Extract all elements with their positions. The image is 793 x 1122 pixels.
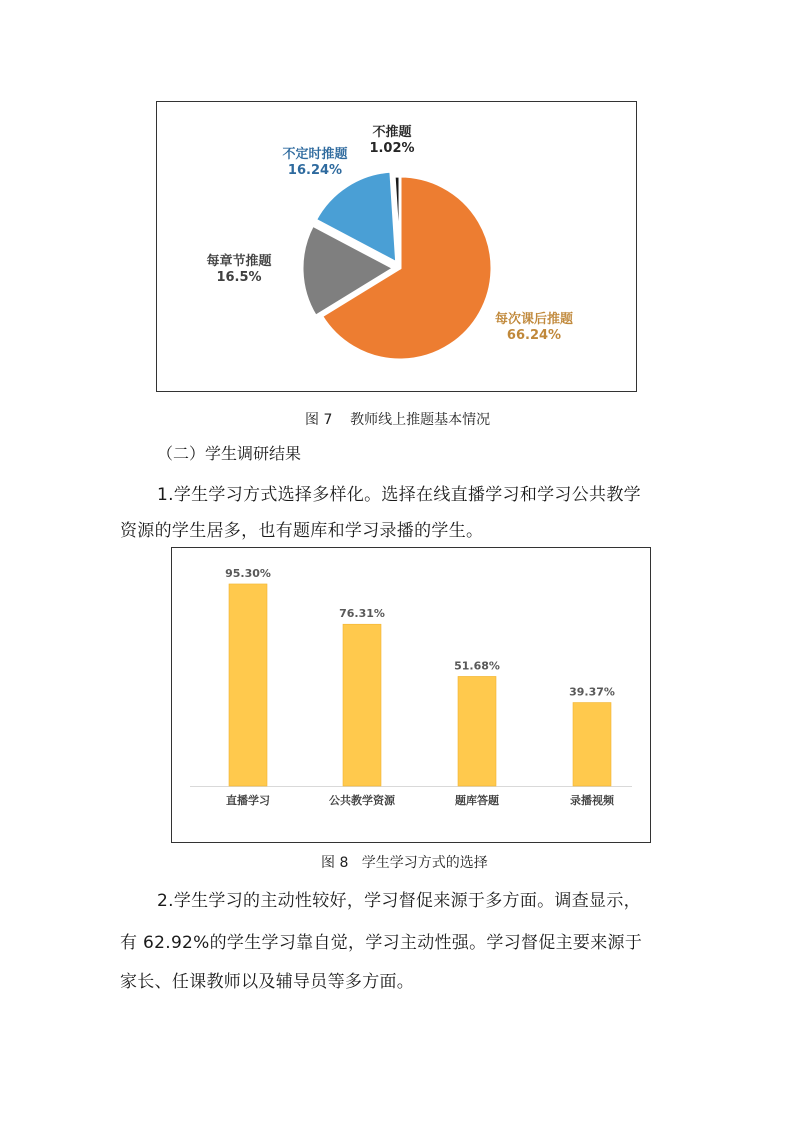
bar-value-label: 95.30% — [225, 566, 271, 580]
pie-slice-value-label: 16.5% — [216, 270, 262, 285]
pie-slice-value-label: 66.24% — [506, 328, 562, 343]
bar-value-label: 39.37% — [569, 685, 615, 699]
pie-slice-value-label: 16.24% — [287, 163, 343, 178]
pie-chart — [157, 102, 636, 391]
bar — [343, 624, 381, 786]
paragraph-2-line-2: 有 62.92%的学生学习靠自觉，学习主动性强。学习督促主要来源于 — [120, 933, 643, 953]
pie-slice-label: 每次课后推题 — [494, 312, 574, 327]
bar-value-label: 76.31% — [339, 607, 385, 621]
x-axis-tick-label: 直播学习 — [226, 794, 270, 807]
bar-chart — [172, 548, 650, 842]
paragraph-2-line-3: 家长、任课教师以及辅导员等多方面。 — [120, 972, 415, 992]
paragraph-2-line-1: 2.学生学习的主动性较好，学习督促来源于多方面。调查显示， — [157, 891, 641, 911]
bar — [229, 584, 267, 786]
bar — [458, 676, 496, 786]
x-axis-tick-label: 题库答题 — [455, 794, 499, 807]
figure-7-caption: 图 7 教师线上推题基本情况 — [305, 412, 491, 428]
paragraph-1-line-1: 1.学生学习方式选择多样化。选择在线直播学习和学习公共教学 — [157, 485, 641, 505]
figure-8-caption: 图 8 学生学习方式的选择 — [321, 855, 488, 871]
paragraph-1-line-2: 资源的学生居多，也有题库和学习录播的学生。 — [120, 521, 484, 541]
x-axis-tick-label: 录播视频 — [570, 794, 614, 807]
pie-slice-label: 不定时推题 — [282, 147, 348, 162]
x-axis-tick-label: 公共教学资源 — [329, 794, 395, 807]
pie-slice-label: 不推题 — [372, 125, 412, 140]
pie-slice-value-label: 1.02% — [369, 141, 415, 156]
figure-7-frame — [156, 101, 637, 392]
figure-8-frame — [171, 547, 651, 843]
pie-slice-label: 每章节推题 — [206, 254, 272, 269]
bar — [573, 703, 611, 786]
bar-value-label: 51.68% — [454, 659, 500, 673]
section-heading: （二）学生调研结果 — [157, 444, 302, 463]
